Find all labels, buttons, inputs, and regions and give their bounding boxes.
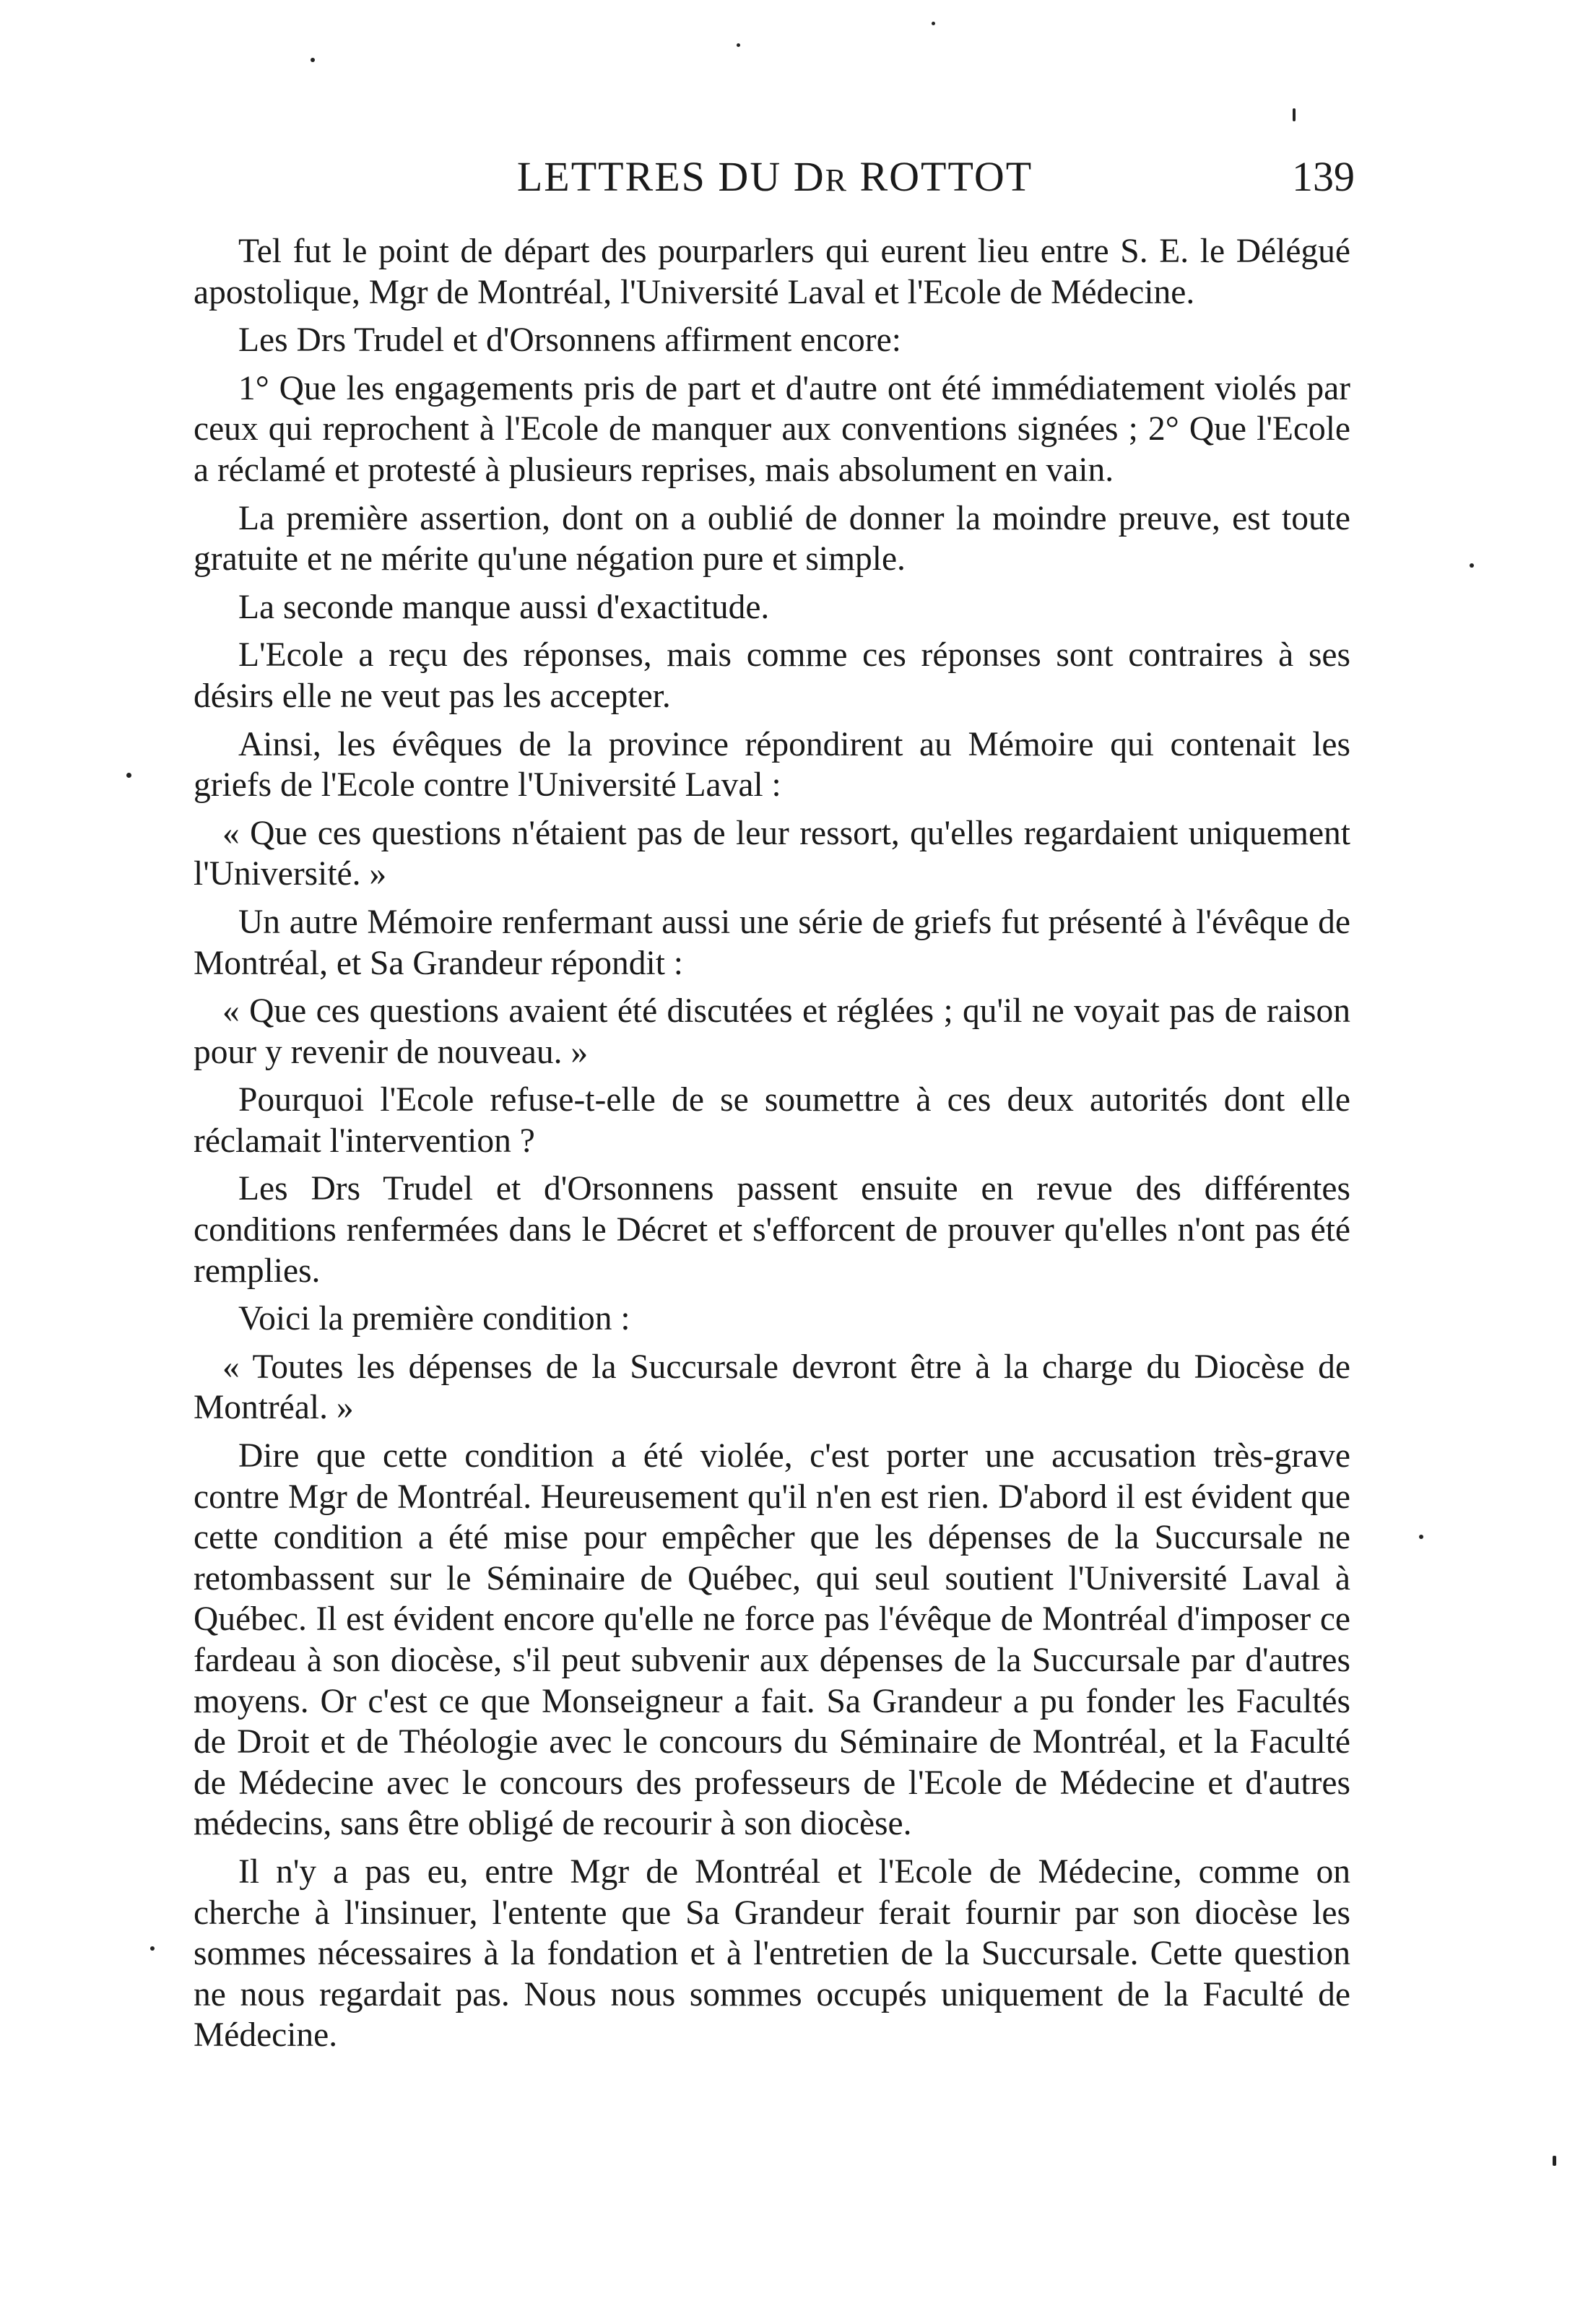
scan-speck <box>311 58 315 62</box>
paragraph: Tel fut le point de départ des pourparlers qui eurent lieu entre S. E. le Délégué apostolique, Mgr de Montréal, l'Université Laval et l'Ecole de Médecine. <box>194 233 1350 311</box>
scan-speck <box>1293 108 1296 121</box>
scan-speck <box>150 1946 155 1951</box>
scan-speck <box>737 43 740 47</box>
running-title-part: ROTTOT <box>847 153 1033 200</box>
running-title <box>195 148 1355 209</box>
paragraph: Voici la première condition : <box>238 1300 630 1338</box>
paragraph: Les Drs Trudel et d'Orsonnens affirment encore: <box>238 321 901 360</box>
scan-speck <box>1553 2156 1556 2166</box>
paragraph: 1° Que les engagements pris de part et d'autre ont été immédiatement violés par ceux qui reprochent à l'Ecole de manquer aux conventions signées ; 2° Que l'Ecole a réclamé et protesté à plusieurs reprises, mais absolument en vain. <box>194 369 1350 489</box>
page-number: 139 <box>1292 153 1355 200</box>
scan-speck <box>1470 563 1474 568</box>
paragraph: Les Drs Trudel et d'Orsonnens passent ensuite en revue des différentes conditions renfermées dans le Décret et s'efforcent de prouver qu'elles n'ont pas été remplies. <box>194 1170 1350 1290</box>
running-title-part: LETTRES DU D <box>516 153 825 200</box>
paragraph: Un autre Mémoire renfermant aussi une série de griefs fut présenté à l'évêque de Montréal, et Sa Grandeur répondit : <box>194 903 1350 982</box>
running-header <box>195 148 1355 213</box>
paragraph: Ainsi, les évêques de la province répondirent au Mémoire qui contenait les griefs de l'Ecole contre l'Université Laval : <box>194 725 1350 805</box>
paragraph: L'Ecole a reçu des réponses, mais comme ces réponses sont contraires à ses désirs elle ne veut pas les accepter. <box>194 636 1350 715</box>
running-title-part: R <box>825 162 848 198</box>
scan-speck <box>1419 1535 1423 1539</box>
paragraph: Dire que cette condition a été violée, c'est porter une accusation très-grave contre Mgr de Montréal. Heureusement qu'il n'en est rien. D'abord il est évident que cette condition a été mise pour empêcher que les dépenses de la Succursale ne retombassent sur le Séminaire de Québec, qui seul soutient l'Université Laval à Québec. Il est évident encore qu'elle ne force pas l'évêque de Montréal d'imposer ce fardeau à son diocèse, s'il peut subvenir aux dépenses de la Succursale par d'autres moyens. Or c'est ce que Monseigneur a fait. Sa Grandeur a pu fonder les Facultés de Droit et de Théologie avec le concours du Séminaire de Montréal, et la Faculté de Médecine avec le concours des professeurs de l'Ecole de Médecine et d'autres médecins, sans être obligé de recourir à son diocèse. <box>194 1437 1350 1843</box>
paragraph: La première assertion, dont on a oublié de donner la moindre preuve, est toute gratuite et ne mérite qu'une négation pure et simple. <box>194 499 1350 578</box>
scan-speck <box>126 773 131 778</box>
scan-speck <box>932 22 935 25</box>
paragraph: Pourquoi l'Ecole refuse-t-elle de se soumettre à ces deux autorités dont elle réclamait l'intervention ? <box>194 1081 1350 1160</box>
paragraph: La seconde manque aussi d'exactitude. <box>238 588 770 626</box>
quoted-paragraph: « Toutes les dépenses de la Succursale devront être à la charge du Diocèse de Montréal. » <box>194 1348 1350 1427</box>
body-text <box>194 231 1350 2063</box>
paragraph: Il n'y a pas eu, entre Mgr de Montréal et l'Ecole de Médecine, comme on cherche à l'insinuer, l'entente que Sa Grandeur ferait fournir par son diocèse les sommes nécessaires à la fondation et à l'entretien de la Succursale. Cette question ne nous regardait pas. Nous nous sommes occupés uniquement de la Faculté de Médecine. <box>194 1852 1350 2055</box>
quoted-paragraph: « Que ces questions n'étaient pas de leur ressort, qu'elles regardaient uniquement l'Université. » <box>194 814 1350 893</box>
quoted-paragraph: « Que ces questions avaient été discutées et réglées ; qu'il ne voyait pas de raison pour y revenir de nouveau. » <box>194 992 1350 1071</box>
